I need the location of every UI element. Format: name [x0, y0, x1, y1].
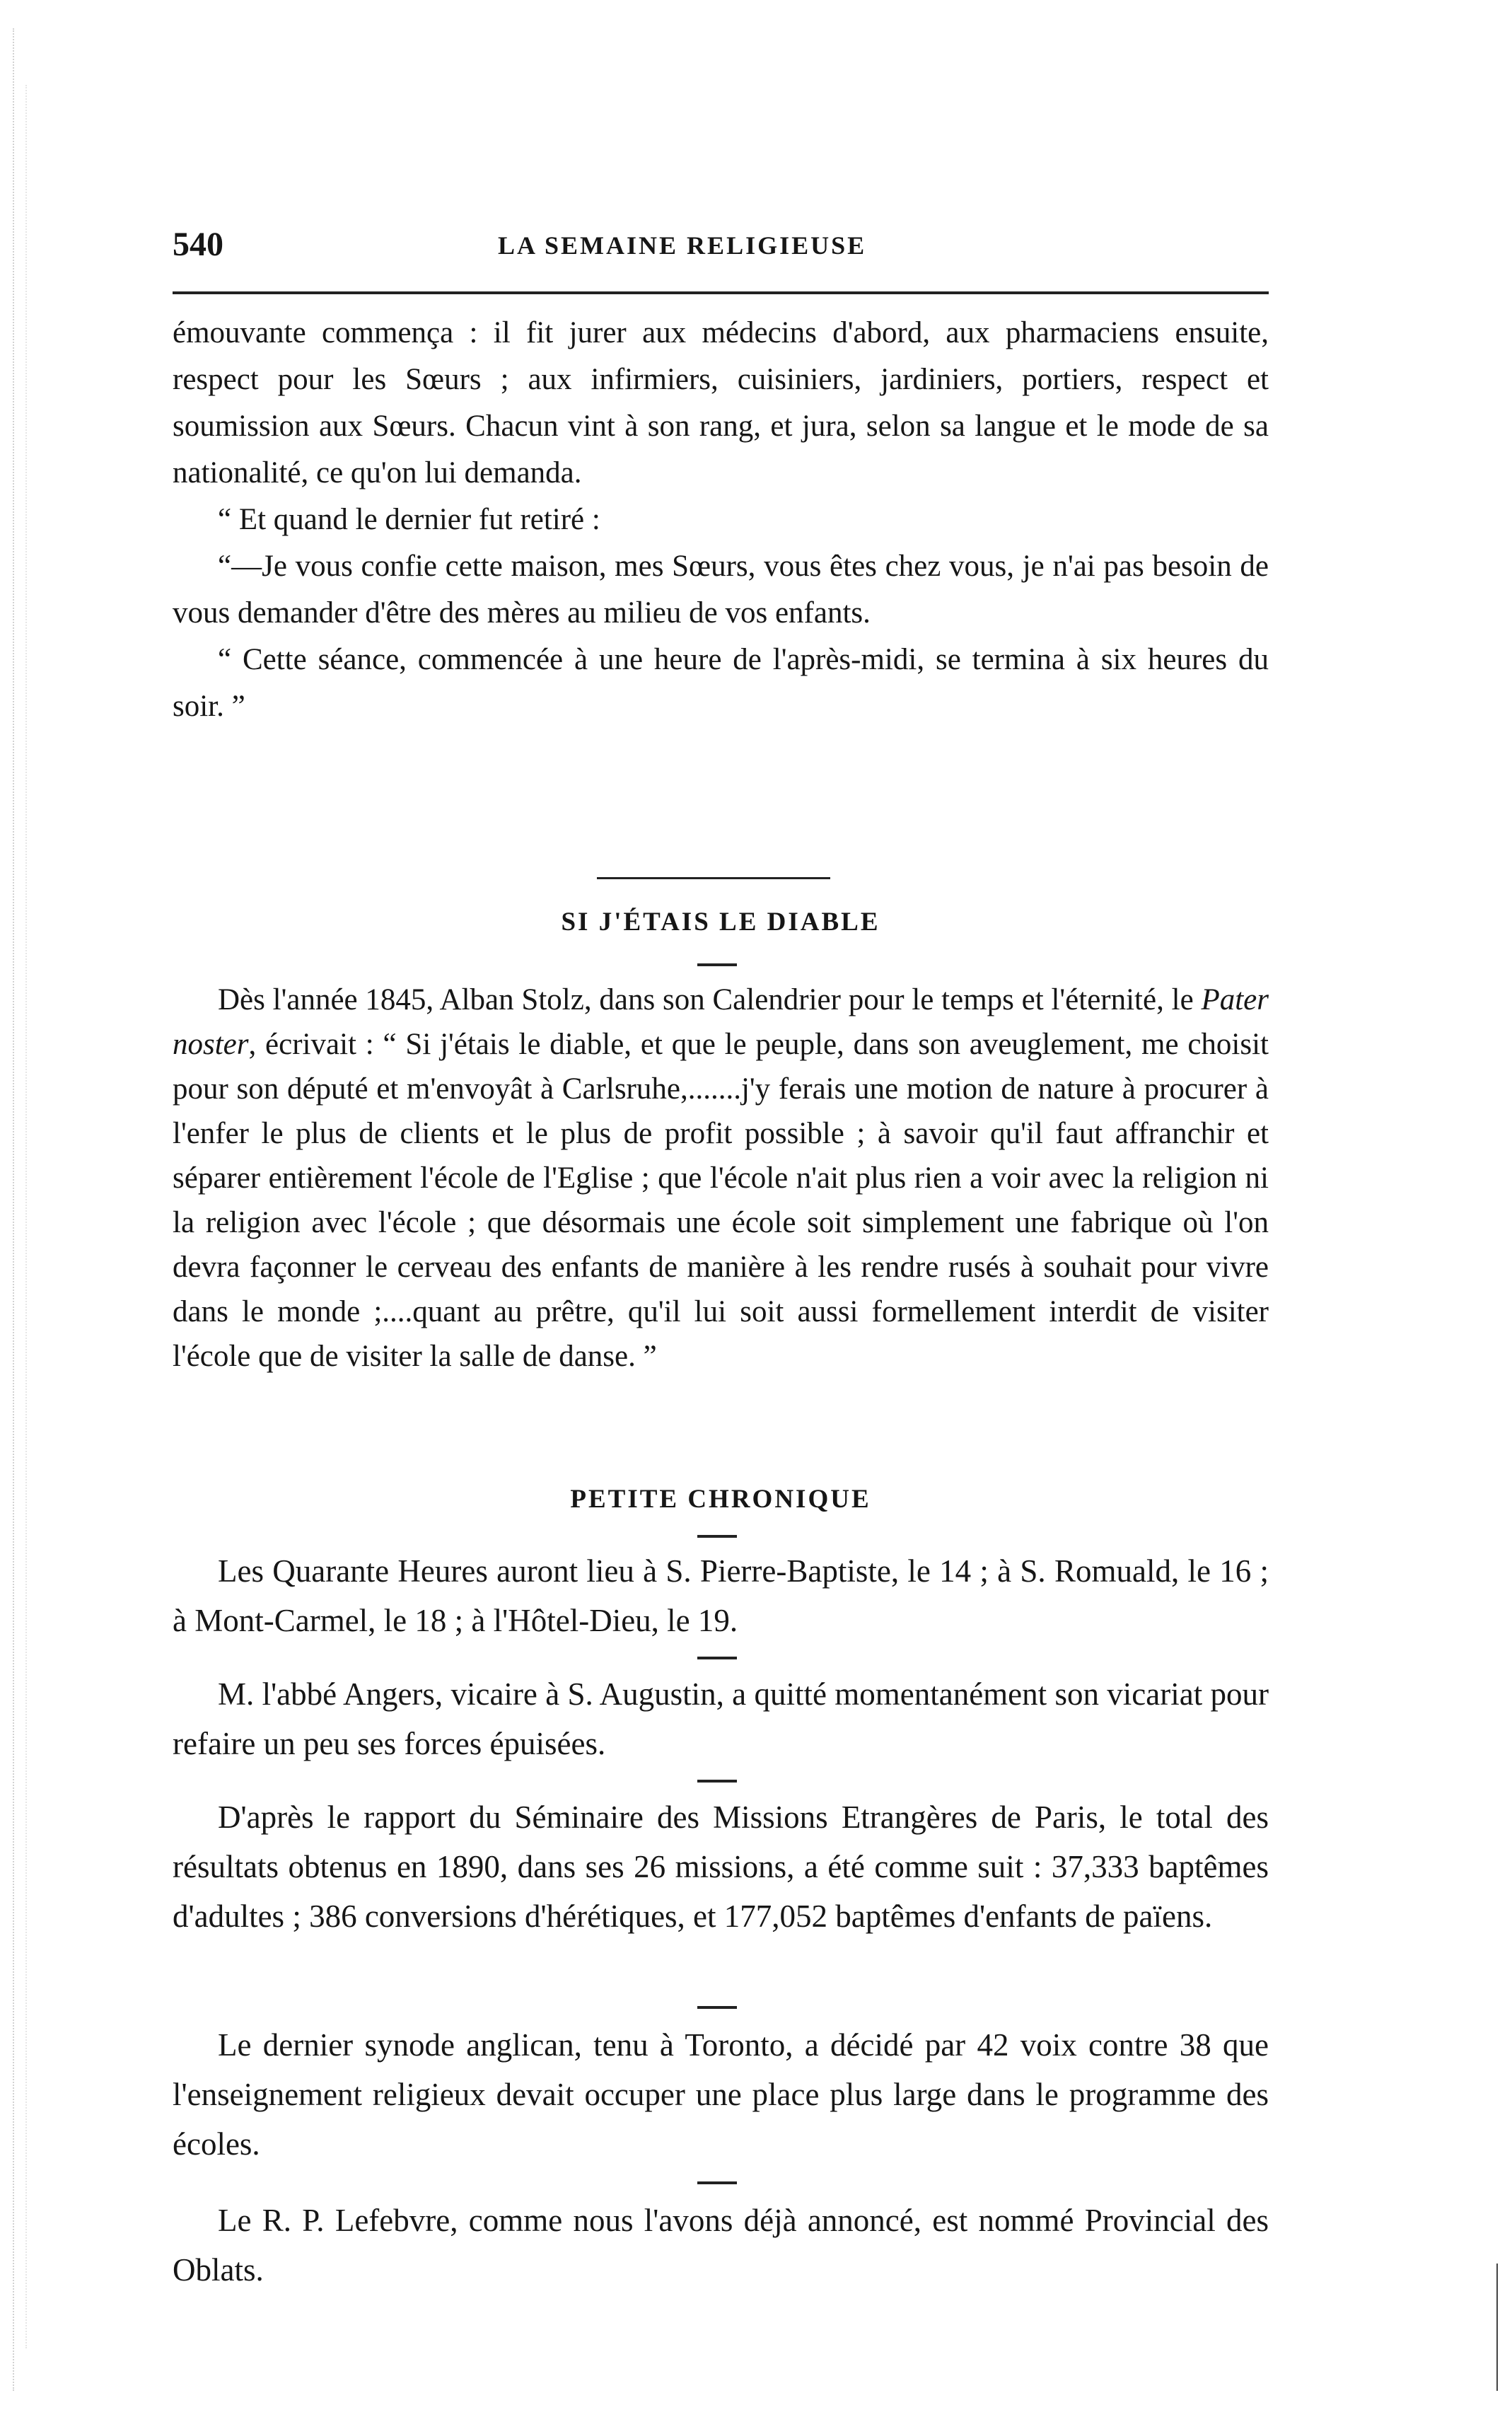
chronique-item-5: Le R. P. Lefebvre, comme nous l'avons déjà annoncé, est nommé Provincial des Oblats.: [173, 2203, 1269, 2288]
header-rule: [173, 291, 1269, 294]
scan-right-edge-mark: [1496, 2264, 1498, 2391]
chronique-title-dash: [697, 1535, 737, 1538]
section-title-diable: SI J'ÉTAIS LE DIABLE: [561, 908, 880, 937]
section-separator-rule: [597, 877, 830, 879]
page-number: 540: [173, 226, 223, 263]
chronique-item-1: Les Quarante Heures auront lieu à S. Pierre-Baptiste, le 14 ; à S. Romuald, le 16 ; à Mont-Carmel, le 18 ; à l'Hôtel-Dieu, le 19.: [173, 1553, 1269, 1638]
running-head: LA SEMAINE RELIGIEUSE: [498, 231, 867, 260]
page-header: [173, 225, 1269, 274]
intro-paragraph-1: émouvante commença : il fit jurer aux médecins d'abord, aux pharmaciens ensuite, respect pour les Sœurs ; aux infirmiers, cuisiniers, jardiniers, portiers, respect et soumission aux Sœurs. Chacun vint à son rang, et jura, selon sa langue et le mode de sa nationalité, ce qu'on lui demanda.: [173, 316, 1269, 489]
chronique-separator-3: [697, 2006, 737, 2009]
diable-text-end: , écrivait : “ Si j'étais le diable, et que le peuple, dans son aveuglement, me choisit pour son député et m'envoyât à Carlsruhe,.......j'y ferais une motion de nature à procurer à l'enfer le plus de clients et le plus de profit possible ; à savoir qu'il faut affranchir et séparer entièrement l'école de l'Eglise ; que l'école n'ait plus rien a voir avec la religion ni la religion avec l'école ; que désormais une école soit simplement une fabrique où l'on devra façonner le cerveau des enfants de manière à les rendre rusés à souhait pour vivre dans le monde ;....quant au prêtre, qu'il lui soit aussi formellement interdit de visiter l'école que de visiter la salle de danse. ”: [173, 1028, 1269, 1373]
intro-paragraph-4: “ Cette séance, commencée à une heure de l'après-midi, se termina à six heures du soir. ”: [173, 643, 1269, 723]
scan-edge-marks-inner: [25, 85, 35, 2348]
intro-paragraph-2: “ Et quand le dernier fut retiré :: [218, 503, 600, 536]
chronique-separator-4: [697, 2181, 737, 2184]
scan-edge-marks: [13, 28, 23, 2391]
chronique-item-4: Le dernier synode anglican, tenu à Toronto, a décidé par 42 voix contre 38 que l'enseignement religieux devait occuper une place plus large dans le programme des écoles.: [173, 2027, 1269, 2162]
chronique-separator-1: [697, 1657, 737, 1659]
intro-paragraph-3: “—Je vous confie cette maison, mes Sœurs, vous êtes chez vous, je n'ai pas besoin de vous demander d'être des mères au milieu de vos enfants.: [173, 550, 1269, 630]
chronique-item-3: D'après le rapport du Séminaire des Missions Etrangères de Paris, le total des résultats obtenus en 1890, dans ses 26 missions, a été comme suit : 37,333 baptêmes d'adultes ; 386 conversions d'hérétiques, et 177,052 baptêmes d'enfants de païens.: [173, 1799, 1269, 1934]
chronique-separator-2: [697, 1780, 737, 1783]
intro-text: [173, 310, 1269, 730]
diable-italic-title: Pater noster: [173, 983, 1269, 1061]
section-diable-paragraph: [173, 978, 1269, 1379]
chronique-item-2: M. l'abbé Angers, vicaire à S. Augustin, a quitté momentanément son vicariat pour refaire un peu ses forces épuisées.: [173, 1676, 1269, 1761]
section-title-chronique: PETITE CHRONIQUE: [570, 1485, 871, 1514]
diable-text-start: Dès l'année 1845, Alban Stolz, dans son Calendrier pour le temps et l'éternité, le: [218, 983, 1202, 1016]
title-dash: [697, 963, 737, 966]
